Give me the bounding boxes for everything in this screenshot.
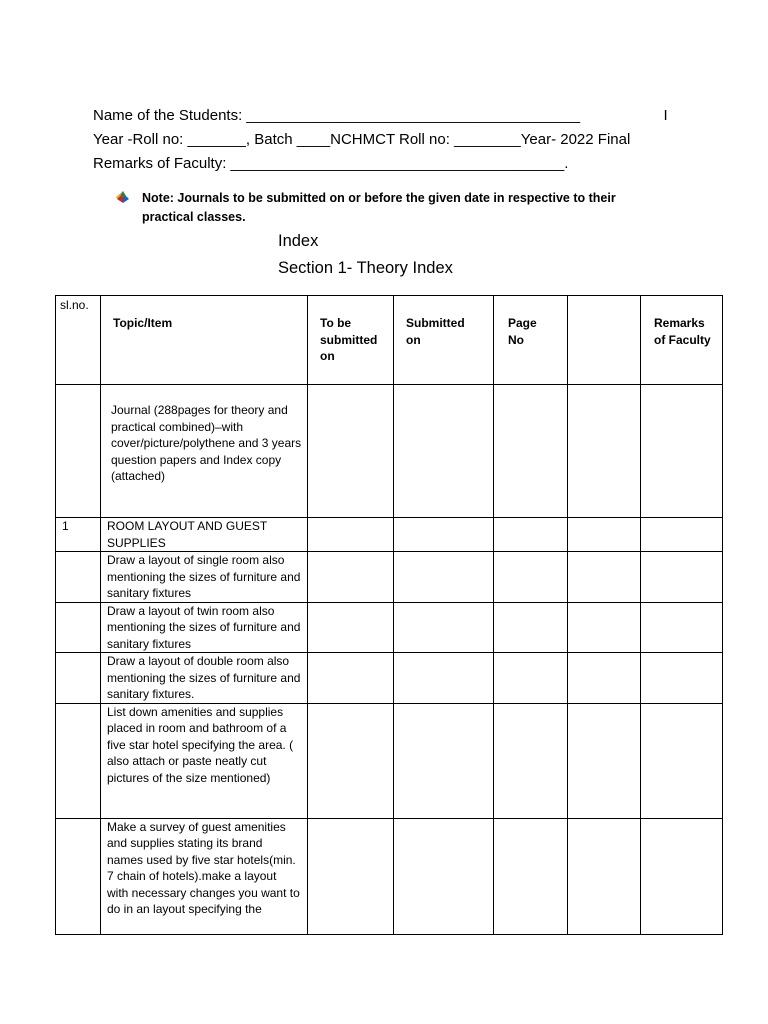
empty-cell [494, 653, 568, 704]
empty-cell [494, 518, 568, 552]
roll-batch-line: Year -Roll no: _______, Batch ____NCHMCT Roll no: ________Year- 2022 Final [93, 131, 631, 148]
table-row [56, 703, 723, 818]
table-header-row [56, 296, 723, 385]
empty-cell [394, 703, 494, 818]
empty-cell [641, 552, 723, 603]
empty-cell [641, 653, 723, 704]
empty-cell [568, 818, 641, 934]
row-sl [56, 818, 101, 934]
empty-cell [308, 818, 394, 934]
column-header-topic: Topic/Item [101, 296, 308, 385]
empty-cell [568, 653, 641, 704]
column-header-blank [568, 296, 641, 385]
row-sl [56, 602, 101, 653]
row-sl: 1 [56, 518, 101, 552]
empty-cell [494, 818, 568, 934]
table-row [56, 552, 723, 603]
empty-cell [641, 703, 723, 818]
row-topic: Draw a layout of single room also mentioning the sizes of furniture and sanitary fixtures [101, 552, 308, 603]
empty-cell [308, 518, 394, 552]
row-topic: Journal (288pages for theory and practical combined)–with cover/picture/polythene and 3 years question papers and Index copy (attached) [101, 385, 308, 518]
empty-cell [494, 385, 568, 518]
empty-cell [308, 552, 394, 603]
section-title: Section 1- Theory Index [278, 259, 453, 277]
empty-cell [308, 653, 394, 704]
theory-index-table [55, 295, 723, 935]
column-header-page-no: Page No [494, 296, 568, 385]
row-sl [56, 552, 101, 603]
empty-cell [568, 518, 641, 552]
row-topic: ROOM LAYOUT AND GUEST SUPPLIES [101, 518, 308, 552]
students-name-line: Name of the Students: ________________________________________ I [93, 107, 668, 124]
column-header-remarks: Remarks of Faculty [641, 296, 723, 385]
row-topic: Draw a layout of twin room also mentioning the sizes of furniture and sanitary fixtures [101, 602, 308, 653]
empty-cell [394, 602, 494, 653]
submission-note: Note: Journals to be submitted on or before the given date in respective to their practical classes. [142, 191, 616, 224]
column-header-submitted-on: Submitted on [394, 296, 494, 385]
empty-cell [494, 602, 568, 653]
empty-cell [568, 602, 641, 653]
index-title: Index [278, 232, 319, 250]
row-topic: Draw a layout of double room also mentioning the sizes of furniture and sanitary fixtures. [101, 653, 308, 704]
table-row [56, 602, 723, 653]
faculty-remarks-line: Remarks of Faculty: ________________________________________. [93, 155, 569, 172]
row-sl [56, 653, 101, 704]
empty-cell [394, 385, 494, 518]
row-topic: Make a survey of guest amenities and supplies stating its brand names used by five star hotels(min. 7 chain of hotels).make a layout with necessary changes you want to do in an layout specifying the [101, 818, 308, 934]
table-row [56, 818, 723, 934]
colored-diamond-bullet-icon [116, 190, 130, 204]
row-sl [56, 703, 101, 818]
empty-cell [568, 552, 641, 603]
empty-cell [308, 602, 394, 653]
empty-cell [641, 602, 723, 653]
row-sl [56, 385, 101, 518]
table-row [56, 385, 723, 518]
table-row [56, 653, 723, 704]
column-header-sl-no: sl.no. [56, 296, 101, 385]
empty-cell [568, 703, 641, 818]
empty-cell [394, 818, 494, 934]
empty-cell [394, 552, 494, 603]
empty-cell [308, 385, 394, 518]
row-topic: List down amenities and supplies placed in room and bathroom of a five star hotel specifying the area. ( also attach or paste neatly cut pictures of the size mentioned) [101, 703, 308, 818]
column-header-to-be-submitted: To be submitted on [308, 296, 394, 385]
empty-cell [394, 518, 494, 552]
table-row [56, 518, 723, 552]
empty-cell [568, 385, 641, 518]
empty-cell [641, 518, 723, 552]
empty-cell [394, 653, 494, 704]
empty-cell [308, 703, 394, 818]
empty-cell [494, 703, 568, 818]
empty-cell [641, 818, 723, 934]
empty-cell [641, 385, 723, 518]
empty-cell [494, 552, 568, 603]
